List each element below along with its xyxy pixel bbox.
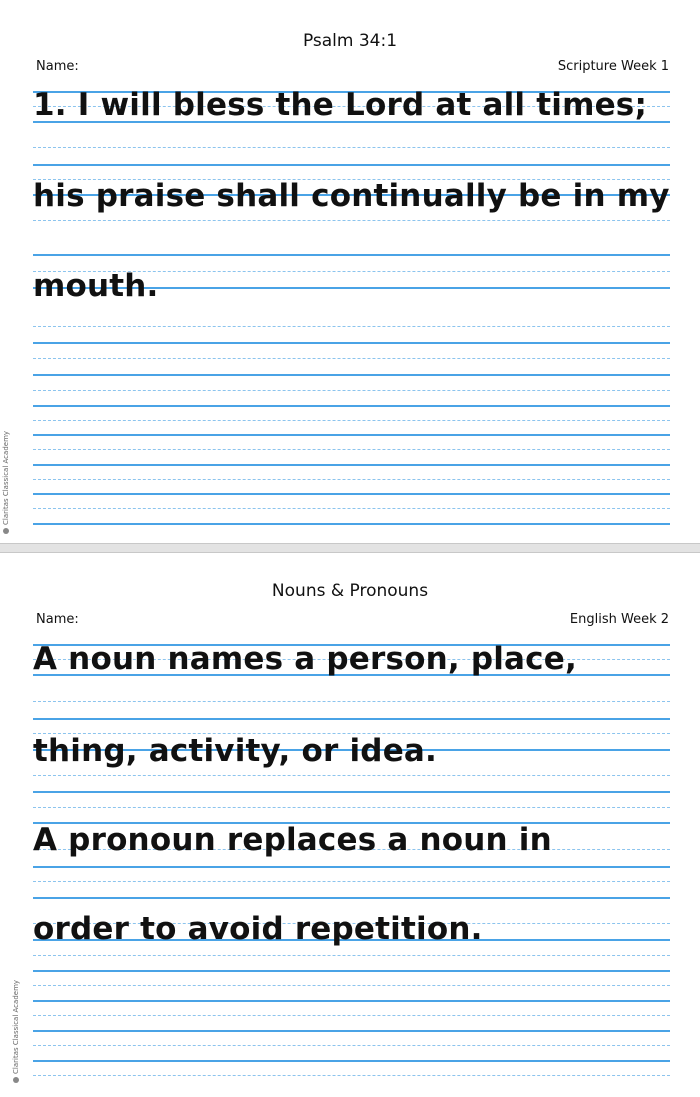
copywork-line: order to avoid repetition. — [33, 911, 483, 947]
week-label: Scripture Week 1 — [557, 59, 669, 74]
worksheet-page-2 — [0, 553, 700, 1097]
copywork-line: mouth. — [33, 268, 159, 304]
copywork-line: his praise shall continually be in my — [33, 178, 670, 214]
week-label: English Week 2 — [569, 612, 669, 627]
copywork-line: thing, activity, or idea. — [33, 733, 438, 769]
worksheet-page-1 — [0, 0, 700, 543]
logo-icon — [13, 1077, 19, 1083]
copywork-line: A pronoun replaces a noun in — [33, 822, 552, 858]
credit-text: Claritas Classical Academy — [2, 431, 10, 534]
worksheet-title: Psalm 34:1 — [302, 31, 398, 51]
copywork-line: 1. I will bless the Lord at all times; — [33, 87, 648, 123]
logo-icon — [3, 528, 9, 534]
name-label: Name: — [36, 59, 79, 74]
page-separator — [0, 543, 700, 553]
copywork-line: A noun names a person, place, — [33, 641, 577, 677]
credit-text: Claritas Classical Academy — [12, 980, 20, 1083]
name-label: Name: — [36, 612, 79, 627]
worksheet-title: Nouns & Pronouns — [271, 581, 429, 601]
